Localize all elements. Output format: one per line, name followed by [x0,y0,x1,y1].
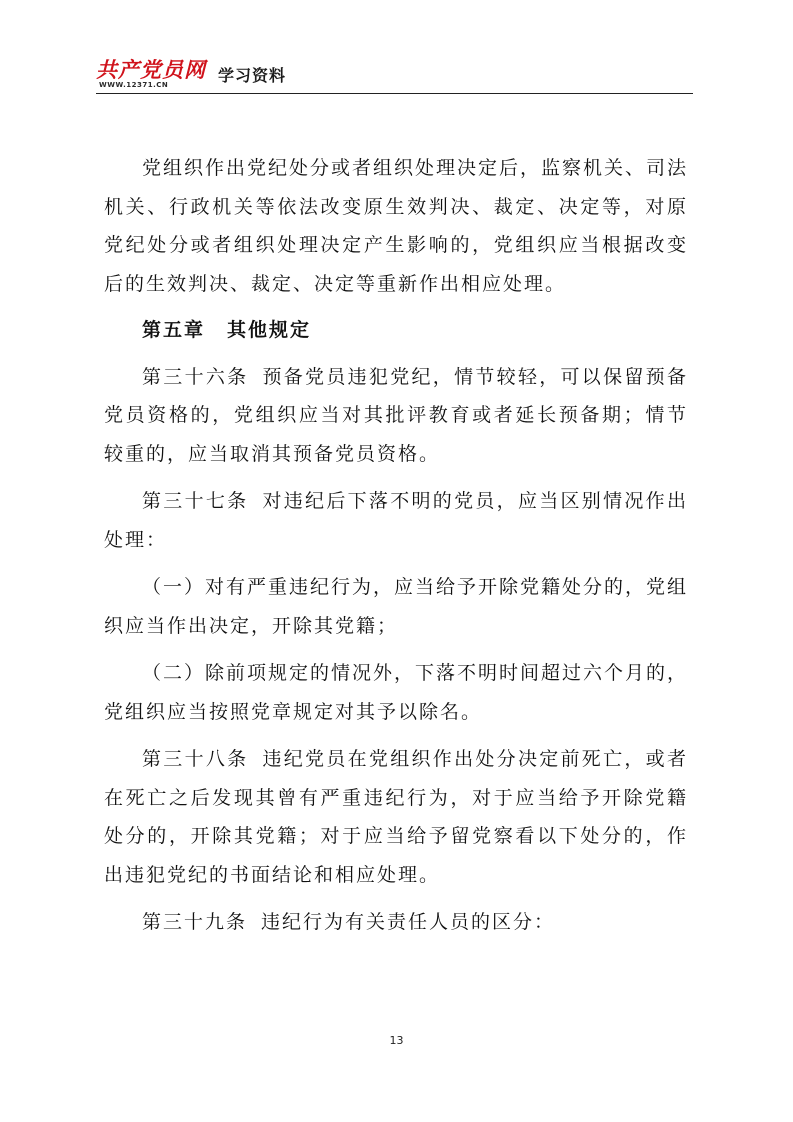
chapter-title: 其他规定 [227,319,312,341]
article-36-number: 第三十六条 [142,365,249,388]
header-divider [96,93,693,94]
header-title: 学习资料 [218,66,287,85]
article-38 [104,740,688,894]
article-37 [104,482,688,559]
site-logo-url: WWW.12371.CN [99,81,169,89]
article-39 [104,903,688,942]
page-header [96,50,693,96]
article-36-text: 预备党员违犯党纪，情节较轻，可以保留预备党员资格的，党组织应当对其批评教育或者延长预备期；情节较重的，应当取消其预备党员资格。 [104,365,688,465]
article-36 [104,358,688,474]
article-37-item-2: （二）除前项规定的情况外，下落不明时间超过六个月的，党组织应当按照党章规定对其予以除名。 [104,662,689,723]
site-logo: 共产党员网 [96,57,206,82]
article-37-text: 对违纪后下落不明的党员，应当区别情况作出处理： [104,490,688,551]
page-number: 13 [389,1034,404,1047]
article-39-number: 第三十九条 [142,911,248,933]
article-38-text: 违纪党员在党组织作出处分决定前死亡，或者在死亡之后发现其曾有严重违纪行为，对于应当给予开除党籍处分的，开除其党籍；对于应当给予留党察看以下处分的，作出违犯党纪的书面结论和相应处理。 [104,748,688,886]
chapter-heading [104,311,688,350]
article-39-text: 违纪行为有关责任人员的区分： [261,911,556,933]
article-38-number: 第三十八条 [142,748,249,770]
article-37-number: 第三十七条 [142,490,249,512]
document-body [104,149,688,942]
chapter-number: 第五章 [142,319,206,341]
paragraph-reprocessing: 党组织作出党纪处分或者组织处理决定后，监察机关、司法机关、行政机关等依法改变原生效判决、裁定、决定等，对原党纪处分或者组织处理决定产生影响的，党组织应当根据改变后的生效判决、裁定、决定等重新作出相应处理。 [104,157,689,295]
article-37-item-1: （一）对有严重违纪行为，应当给予开除党籍处分的，党组织应当作出决定，开除其党籍； [104,576,689,637]
